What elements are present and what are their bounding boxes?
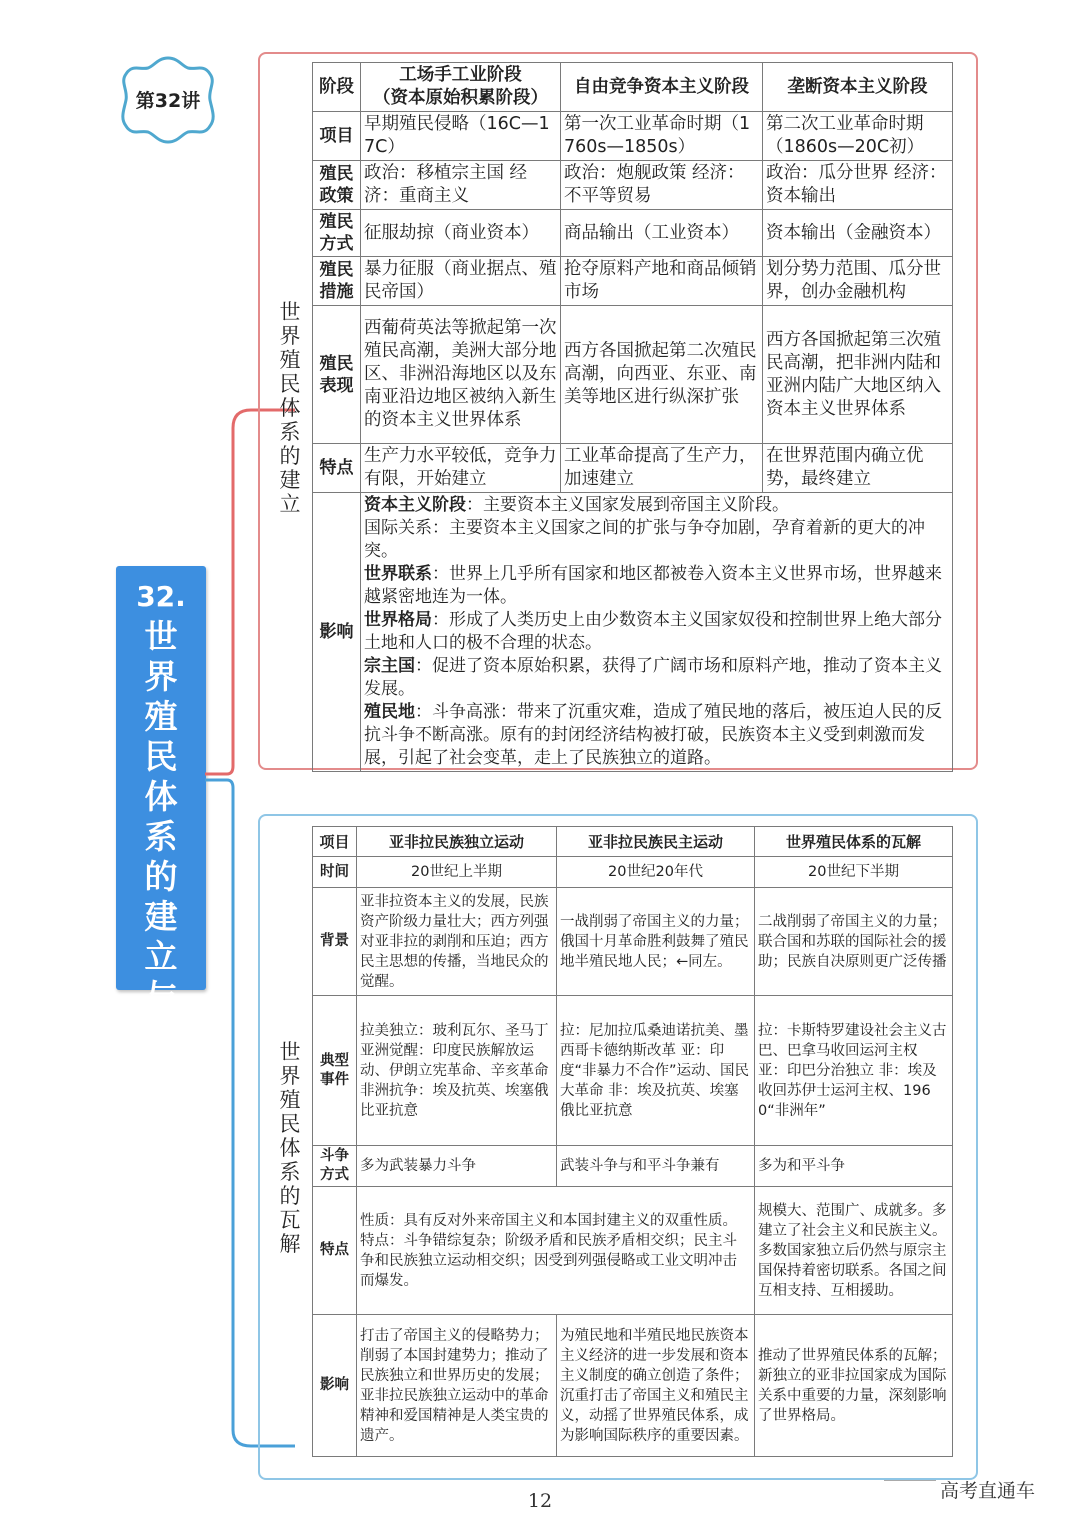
table-cell: 生产力水平较低，竞争力有限，开始建立 <box>361 444 561 493</box>
table-cell: 资本输出（金融资本） <box>763 210 953 257</box>
table-cell: 政治：瓜分世界 经济：资本输出 <box>763 161 953 210</box>
table-cell: 规模大、范围广、成就多。多建立了社会主义和民族主义。多数国家独立后仍然与原宗主国保持着密切联系。各国之间互相支持、互相援助。 <box>755 1187 953 1315</box>
row-label: 特点 <box>313 1187 357 1315</box>
table-cell: 抢夺原料产地和商品倾销市场 <box>561 257 763 306</box>
table-row <box>313 1146 953 1187</box>
table-row <box>313 996 953 1146</box>
impact-item: 国际关系：主要资本主义国家之间的扩张与争夺加剧，孕育着新的更大的冲突。 <box>364 518 925 561</box>
table-row <box>313 257 953 306</box>
table-cell: 一战削弱了帝国主义的力量；俄国十月革命胜利鼓舞了殖民地半殖民地人民；←同左。 <box>557 888 755 996</box>
row-label: 背景 <box>313 888 357 996</box>
row-label: 影响 <box>313 1315 357 1457</box>
row-label: 殖民方式 <box>313 210 361 257</box>
table-header-row <box>313 827 953 857</box>
table-cell: 划分势力范围、瓜分世界，创办金融机构 <box>763 257 953 306</box>
table-row <box>313 306 953 444</box>
table-header-row <box>313 63 953 112</box>
table-cell: 二战削弱了帝国主义的力量；联合国和苏联的国际社会的援助；民族自决原则更广泛传播 <box>755 888 953 996</box>
table-cell: 20世纪下半期 <box>755 857 953 888</box>
row-label: 殖民措施 <box>313 257 361 306</box>
header-stage: 阶段 <box>313 63 361 112</box>
table-cell: 征服劫掠（商业资本） <box>361 210 561 257</box>
table-cell: 西方各国掀起第二次殖民高潮，向西亚、东亚、南美等地区进行纵深扩张 <box>561 306 763 444</box>
impact-item: 世界格局：形成了人类历史上由少数资本主义国家奴役和控制世界上绝大部分土地和人口的极不合理的状态。 <box>364 610 942 653</box>
table-cell: 多为武装暴力斗争 <box>357 1146 557 1187</box>
table-cell: 为殖民地和半殖民地民族资本主义经济的进一步发展和资本主义制度的确立创造了条件；沉重打击了帝国主义和殖民主义，动摇了世界殖民体系，成为影响国际秩序的重要因素。 <box>557 1315 755 1457</box>
row-label: 影响 <box>313 493 361 772</box>
table-row <box>313 210 953 257</box>
table-row <box>313 112 953 161</box>
table-row <box>313 888 953 996</box>
table-cell: 20世纪20年代 <box>557 857 755 888</box>
header-handicraft: 工场手工业阶段 （资本原始积累阶段） <box>361 63 561 112</box>
row-label: 殖民政策 <box>313 161 361 210</box>
table-row <box>313 161 953 210</box>
table-cell: 拉美独立：玻利瓦尔、圣马丁 亚洲觉醒：印度民族解放运动、伊朗立宪革命、辛亥革命 非洲抗争：埃及抗英、埃塞俄比亚抗意 <box>357 996 557 1146</box>
main-title-number: 32. <box>136 580 186 613</box>
lesson-badge: 第32讲 <box>135 90 201 112</box>
table-cell: 第一次工业革命时期（1760s—1850s） <box>561 112 763 161</box>
watermark-divider <box>884 1480 936 1481</box>
table-cell: 西方各国掀起第三次殖民高潮，把非洲内陆和亚洲内陆广大地区纳入资本主义世界体系 <box>763 306 953 444</box>
table-cell: 多为和平斗争 <box>755 1146 953 1187</box>
impact-item: 殖民地：斗争高涨：带来了沉重灾难，造成了殖民地的落后，被压迫人民的反抗斗争不断高涨。原有的封闭经济结构被打破，民族资本主义受到刺激而发展，引起了社会变革，走上了民族独立的道路。 <box>364 702 942 768</box>
table-cell: 西葡荷英法等掀起第一次殖民高潮，美洲大部分地区、非洲沿海地区以及东南亚沿边地区被纳入新生的资本主义世界体系 <box>361 306 561 444</box>
table-cell: 商品输出（工业资本） <box>561 210 763 257</box>
impact-item: 资本主义阶段：主要资本主义国家发展到帝国主义阶段。 <box>364 495 789 515</box>
table-cell: 拉：尼加拉瓜桑迪诺抗美、墨西哥卡德纳斯改革 亚：印度“非暴力不合作”运动、国民大革命 非：埃及抗英、埃塞俄比亚抗意 <box>557 996 755 1146</box>
table-cell: 打击了帝国主义的侵略势力；削弱了本国封建势力；推动了民族独立和世界历史的发展；亚非拉民族独立运动中的革命精神和爱国精神是人类宝贵的遗产。 <box>357 1315 557 1457</box>
table-cell: 工业革命提高了生产力，加速建立 <box>561 444 763 493</box>
table-row <box>313 1315 953 1457</box>
table-cell: 武装斗争与和平斗争兼有 <box>557 1146 755 1187</box>
table-cell: 政治：移植宗主国 经济：重商主义 <box>361 161 561 210</box>
table-cell: 政治：炮舰政策 经济：不平等贸易 <box>561 161 763 210</box>
impact-cell <box>361 493 953 772</box>
table-cell: 暴力征服（商业据点、殖民帝国） <box>361 257 561 306</box>
establishment-table <box>312 62 953 772</box>
table-cell: 拉：卡斯特罗建设社会主义古巴、巴拿马收回运河主权 亚：印巴分治独立 非：埃及收回苏伊士运河主权、1960“非洲年” <box>755 996 953 1146</box>
header-independence: 亚非拉民族独立运动 <box>357 827 557 857</box>
table-cell: 第二次工业革命时期（1860s—20C初） <box>763 112 953 161</box>
header-item: 项目 <box>313 827 357 857</box>
header-monopoly: 垄断资本主义阶段 <box>763 63 953 112</box>
table-cell: 20世纪上半期 <box>357 857 557 888</box>
row-label: 特点 <box>313 444 361 493</box>
table-row <box>313 444 953 493</box>
table-cell: 亚非拉资本主义的发展，民族资产阶级力量壮大；西方列强对亚非拉的剥削和压迫；西方民主思想的传播，当地民众的觉醒。 <box>357 888 557 996</box>
header-free-competition: 自由竞争资本主义阶段 <box>561 63 763 112</box>
impact-row <box>313 493 953 772</box>
table-row <box>313 857 953 888</box>
row-label: 项目 <box>313 112 361 161</box>
table-cell: 早期殖民侵略（16C—17C） <box>361 112 561 161</box>
table-cell: 推动了世界殖民体系的瓦解；新独立的亚非拉国家成为国际关系中重要的力量，深刻影响了世界格局。 <box>755 1315 953 1457</box>
impact-item: 世界联系：世界上几乎所有国家和地区都被卷入资本主义世界市场，世界越来越紧密地连为一体。 <box>364 564 942 607</box>
table-cell: 性质：具有反对外来帝国主义和本国封建主义的双重性质。特点：斗争错综复杂；阶级矛盾和民族矛盾相交织；民主斗争和民族独立运动相交织；因受到列强侵略或工业文明冲击而爆发。 <box>357 1187 755 1315</box>
header-democracy: 亚非拉民族民主运动 <box>557 827 755 857</box>
section-establishment-label: 世界殖民体系的建立 <box>279 300 301 516</box>
main-title-text: 世界殖民体系的建立与瓦解 <box>144 617 178 1096</box>
row-label: 时间 <box>313 857 357 888</box>
table-row <box>313 1187 953 1315</box>
section-collapse-label: 世界殖民体系的瓦解 <box>279 1040 301 1256</box>
table-cell: 在世界范围内确立优势，最终建立 <box>763 444 953 493</box>
collapse-table <box>312 826 953 1457</box>
impact-item: 宗主国：促进了资本原始积累，获得了广阔市场和原料产地，推动了资本主义发展。 <box>364 656 942 699</box>
page-number: 12 <box>527 1490 553 1512</box>
row-label: 典型事件 <box>313 996 357 1146</box>
row-label: 斗争方式 <box>313 1146 357 1187</box>
row-label: 殖民表现 <box>313 306 361 444</box>
watermark: 高考直通车 <box>940 1480 1036 1502</box>
header-collapse: 世界殖民体系的瓦解 <box>755 827 953 857</box>
main-title-block <box>116 566 206 1096</box>
